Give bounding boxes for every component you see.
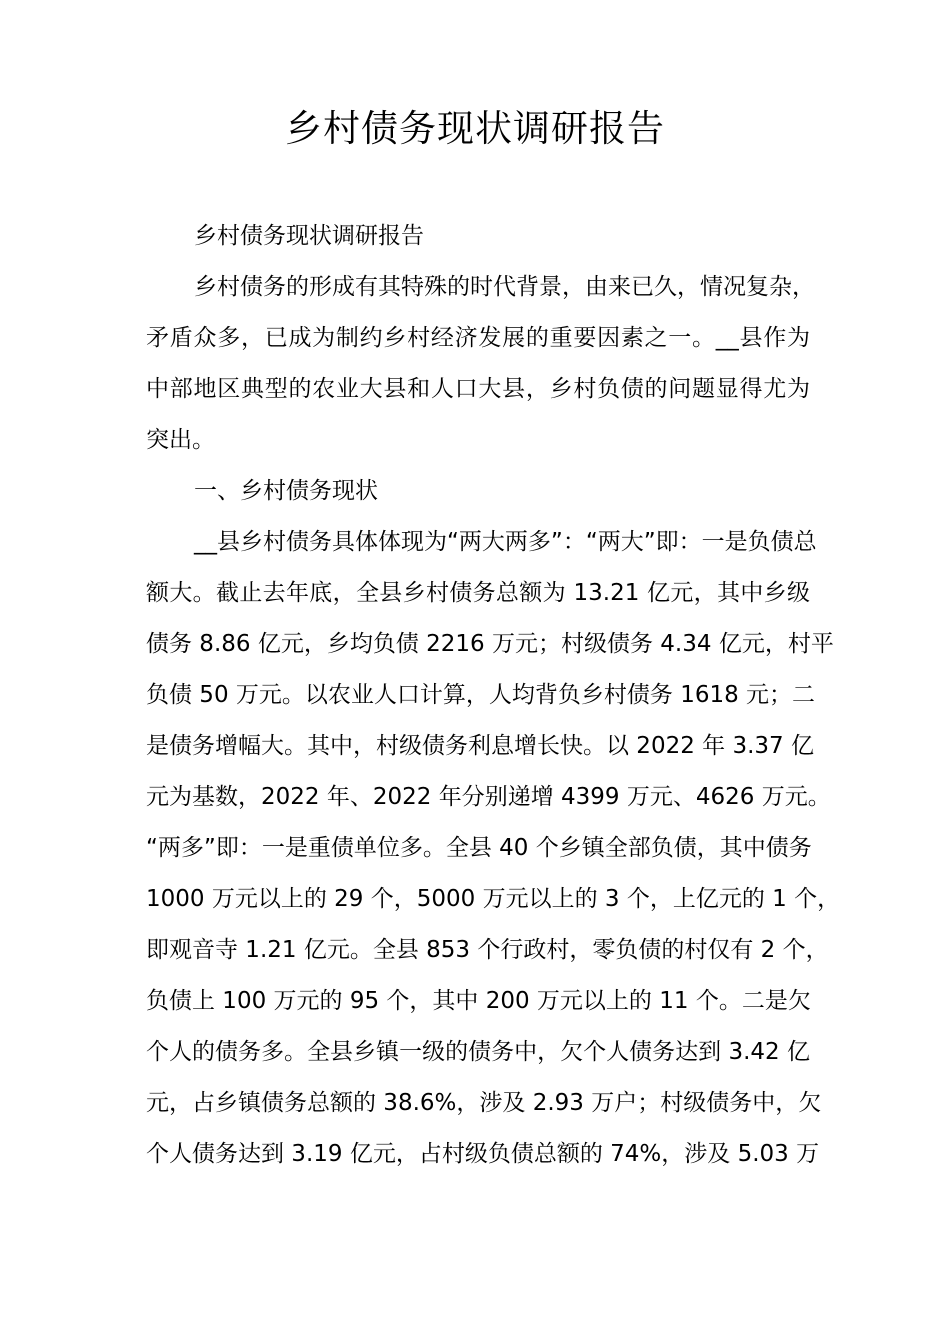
paragraph-line: 债务 8.86 亿元，乡均负债 2216 万元；村级债务 4.34 亿元，村平: [146, 631, 834, 657]
section-heading: 一、乡村债务现状: [194, 478, 378, 504]
paragraph-line: __县乡村债务具体体现为“两大两多”：“两大”即：一是负债总: [194, 529, 817, 555]
paragraph-line: 负债上 100 万元的 95 个，其中 200 万元以上的 11 个。二是欠: [146, 988, 811, 1014]
paragraph-line: 负债 50 万元。以农业人口计算，人均背负乡村债务 1618 元；二: [146, 682, 816, 708]
paragraph-line: “两多”即：一是重债单位多。全县 40 个乡镇全部负债，其中债务: [146, 835, 812, 861]
paragraph-line: 个人的债务多。全县乡镇一级的债务中，欠个人债务达到 3.42 亿: [146, 1039, 810, 1065]
paragraph-line: 矛盾众多，已成为制约乡村经济发展的重要因素之一。__县作为: [146, 325, 810, 351]
paragraph-line: 是债务增幅大。其中，村级债务利息增长快。以 2022 年 3.37 亿: [146, 733, 814, 759]
paragraph-line: 1000 万元以上的 29 个，5000 万元以上的 3 个，上亿元的 1 个，: [146, 886, 841, 912]
paragraph-line: 乡村债务现状调研报告: [194, 223, 424, 249]
document-body: [146, 211, 841, 1180]
paragraph-line: 中部地区典型的农业大县和人口大县，乡村负债的问题显得尤为: [146, 376, 810, 402]
paragraph-line: 乡村债务的形成有其特殊的时代背景，由来已久，情况复杂，: [194, 274, 815, 300]
paragraph-line: 个人债务达到 3.19 亿元，占村级负债总额的 74%，涉及 5.03 万: [146, 1141, 820, 1167]
paragraph-line: 突出。: [146, 427, 215, 453]
document-title: 乡村债务现状调研报告: [285, 107, 665, 150]
paragraph-line: 额大。截止去年底，全县乡村债务总额为 13.21 亿元，其中乡级: [146, 580, 810, 606]
paragraph-line: 即观音寺 1.21 亿元。全县 853 个行政村，零负债的村仅有 2 个，: [146, 937, 829, 963]
paragraph-line: 元，占乡镇债务总额的 38.6%，涉及 2.93 万户；村级债务中，欠: [146, 1090, 822, 1116]
paragraph-line: 元为基数，2022 年、2022 年分别递增 4399 万元、4626 万元。: [146, 784, 831, 810]
